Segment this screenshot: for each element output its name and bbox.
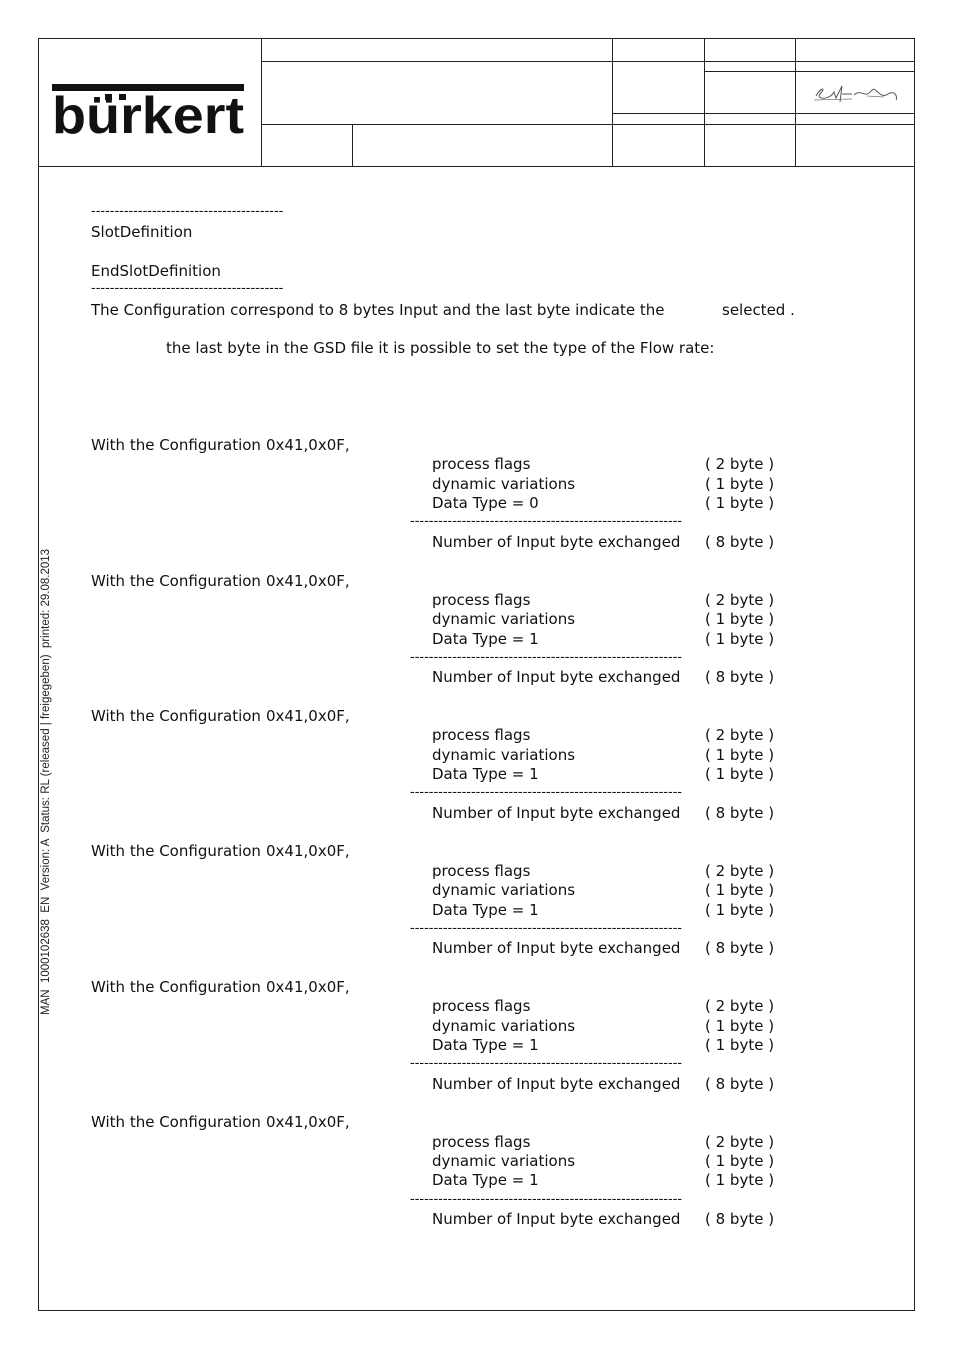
total-size: ( 8 byte ) xyxy=(705,804,775,822)
config-label: With the Configuration xyxy=(91,978,261,996)
config-label: With the Configuration xyxy=(91,436,261,454)
row-size: ( 1 byte ) xyxy=(705,746,775,764)
row-size: ( 1 byte ) xyxy=(705,881,775,899)
row-name: process flags xyxy=(432,455,531,473)
row-size: ( 2 byte ) xyxy=(705,1133,775,1151)
row-size: ( 2 byte ) xyxy=(705,997,775,1015)
row-name: dynamic variations xyxy=(432,746,576,764)
row-name: process flags xyxy=(432,1133,531,1151)
signature-image xyxy=(812,80,902,106)
row-size: ( 1 byte ) xyxy=(705,610,775,628)
config-label: With the Configuration xyxy=(91,1113,261,1131)
row-name: process flags xyxy=(432,726,531,744)
block-rule: ---------------------------------------------------------- xyxy=(410,1056,683,1071)
row-size: ( 1 byte ) xyxy=(705,494,775,512)
total-name: Number of Input byte exchanged xyxy=(432,533,681,551)
rule-bottom: ----------------------------------------- xyxy=(91,281,284,296)
total-name: Number of Input byte exchanged xyxy=(432,804,681,822)
header-divider-logo xyxy=(261,38,262,166)
block-rule: ---------------------------------------------------------- xyxy=(410,1192,683,1207)
total-size: ( 8 byte ) xyxy=(705,1075,775,1093)
total-size: ( 8 byte ) xyxy=(705,668,775,686)
row-name: Data Type = 1 xyxy=(432,1171,539,1189)
config-label: With the Configuration xyxy=(91,707,261,725)
row-name: process flags xyxy=(432,997,531,1015)
block-rule: ---------------------------------------------------------- xyxy=(410,650,683,665)
document-status-sidebar: MAN 1000102638 EN Version: A Status: RL (released | freigegeben) printed: 29.08.2013 xyxy=(40,548,52,1015)
slot-definition-heading: SlotDefinition xyxy=(91,223,193,241)
row-name: dynamic variations xyxy=(432,475,576,493)
rule-top: ----------------------------------------- xyxy=(91,204,284,219)
total-name: Number of Input byte exchanged xyxy=(432,668,681,686)
row-name: Data Type = 1 xyxy=(432,765,539,783)
config-label: With the Configuration xyxy=(91,572,261,590)
gsd-description: the last byte in the GSD file it is possible to set the type of the Flow rate: xyxy=(166,339,715,357)
row-name: Data Type = 1 xyxy=(432,630,539,648)
row-name: dynamic variations xyxy=(432,610,576,628)
config-label: With the Configuration xyxy=(91,842,261,860)
row-size: ( 1 byte ) xyxy=(705,475,775,493)
block-rule: ---------------------------------------------------------- xyxy=(410,921,683,936)
total-name: Number of Input byte exchanged xyxy=(432,1210,681,1228)
block-rule: ---------------------------------------------------------- xyxy=(410,785,683,800)
header-divider-d xyxy=(352,124,353,166)
row-name: Data Type = 1 xyxy=(432,901,539,919)
row-size: ( 1 byte ) xyxy=(705,1171,775,1189)
config-code: 0x41,0x0F, xyxy=(266,1113,350,1131)
config-code: 0x41,0x0F, xyxy=(266,572,350,590)
row-name: process flags xyxy=(432,862,531,880)
row-name: Data Type = 0 xyxy=(432,494,539,512)
logo-wordmark: bürkert xyxy=(52,87,244,136)
row-size: ( 2 byte ) xyxy=(705,726,775,744)
configuration-description: The Configuration correspond to 8 bytes Input and the last byte indicate the xyxy=(91,301,665,319)
row-name: process flags xyxy=(432,591,531,609)
config-code: 0x41,0x0F, xyxy=(266,978,350,996)
header-row-rule-3 xyxy=(612,113,915,114)
selected-text: selected . xyxy=(722,301,795,319)
total-name: Number of Input byte exchanged xyxy=(432,1075,681,1093)
row-name: dynamic variations xyxy=(432,1152,576,1170)
header-divider-c xyxy=(795,38,796,166)
header-row-rule-4 xyxy=(261,124,915,125)
row-size: ( 1 byte ) xyxy=(705,630,775,648)
burkert-logo xyxy=(52,84,244,136)
row-size: ( 1 byte ) xyxy=(705,765,775,783)
header-bottom-rule xyxy=(38,166,915,167)
config-code: 0x41,0x0F, xyxy=(266,436,350,454)
config-code: 0x41,0x0F, xyxy=(266,842,350,860)
block-rule: ---------------------------------------------------------- xyxy=(410,514,683,529)
header-divider-b xyxy=(704,38,705,166)
config-code: 0x41,0x0F, xyxy=(266,707,350,725)
row-size: ( 1 byte ) xyxy=(705,1017,775,1035)
end-slot-definition-heading: EndSlotDefinition xyxy=(91,262,221,280)
total-name: Number of Input byte exchanged xyxy=(432,939,681,957)
total-size: ( 8 byte ) xyxy=(705,533,775,551)
header-row-rule-1 xyxy=(261,61,915,62)
total-size: ( 8 byte ) xyxy=(705,1210,775,1228)
row-size: ( 1 byte ) xyxy=(705,901,775,919)
header-divider-a xyxy=(612,38,613,166)
row-size: ( 2 byte ) xyxy=(705,591,775,609)
row-size: ( 1 byte ) xyxy=(705,1036,775,1054)
row-name: dynamic variations xyxy=(432,1017,576,1035)
row-name: Data Type = 1 xyxy=(432,1036,539,1054)
header-row-rule-2 xyxy=(704,71,915,72)
row-size: ( 2 byte ) xyxy=(705,862,775,880)
row-name: dynamic variations xyxy=(432,881,576,899)
row-size: ( 2 byte ) xyxy=(705,455,775,473)
total-size: ( 8 byte ) xyxy=(705,939,775,957)
row-size: ( 1 byte ) xyxy=(705,1152,775,1170)
